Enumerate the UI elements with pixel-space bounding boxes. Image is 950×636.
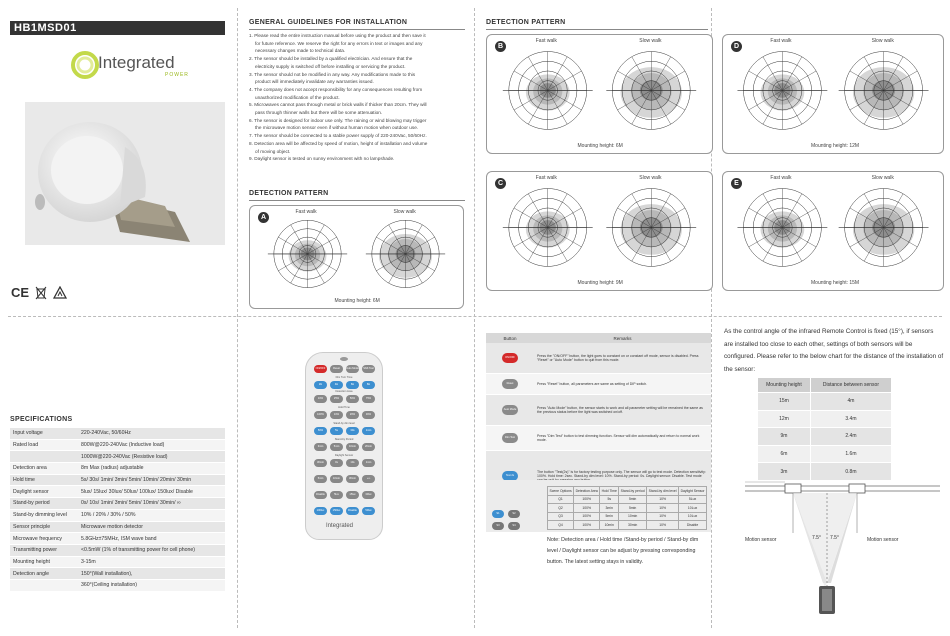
ir-emitter-icon [340, 357, 348, 361]
specs-table [10, 428, 225, 592]
remote-key[interactable]: 25% [330, 395, 343, 403]
spec-row [10, 579, 225, 591]
scene-cell: 10% [647, 521, 679, 530]
remote-key[interactable]: 20% [346, 411, 359, 419]
spec-key: Hold time [10, 474, 78, 486]
pattern-id-badge: A [258, 212, 269, 223]
remote-button[interactable]: Auto Mode [502, 405, 518, 415]
spec-key: Input voltage [10, 428, 78, 439]
spec-row [10, 474, 225, 486]
remote-key[interactable]: 1min [362, 427, 375, 435]
remark-text: The button "Test(2s)" is for factory testing purpose only. The sensor will go to test mode. Detection sensitivity: 100%. Hold time: 2sec. Stand-by dim level: 10%. Stand-by period: 0s. Daylight sensor: Disable. Test mode [534, 451, 711, 502]
col-remarks: Remarks [534, 333, 711, 343]
angle-label-right: 7.5° [830, 535, 839, 541]
scene-cell: Q1 [548, 495, 574, 504]
spec-value: 5s/ 30s/ 1min/ 3min/ 5min/ 10min/ 20min/ 30min [78, 474, 225, 486]
col-distance: Distance between sensor [810, 378, 891, 393]
guideline-line: 6. The sensor is designed for indoor use only. The raining or wind blowing may trigger [249, 117, 427, 123]
ce-mark: CE [11, 285, 30, 300]
rcm-mark-icon [53, 286, 67, 300]
weee-bin-icon [35, 286, 47, 300]
remote-section-label: Dim Turn Time [335, 376, 353, 379]
remark-button-cell [486, 426, 534, 451]
scene-button[interactable]: S4 [508, 522, 520, 530]
remote-key[interactable]: 20min [362, 443, 375, 451]
distance-height: 15m [758, 393, 811, 411]
remote-key[interactable]: 50lux [362, 507, 375, 515]
detection-panel-b [486, 34, 713, 154]
distance-intro: As the control angle of the infrared Remote Control is fixed (15°), if sensors are installed too close to each other, settings of both sensors will be configured. Please refer to the below chart for the distance of the installation of the sensor: [724, 328, 944, 373]
detection-svg [723, 35, 943, 153]
scene-cell: 3min [600, 504, 619, 513]
remote-section-label: Detection Area [335, 390, 353, 393]
detection-svg [487, 35, 712, 153]
scene-cell: 10min [619, 512, 647, 521]
slow-walk-label: Slow walk [871, 38, 894, 44]
remote-key[interactable]: +∞ [362, 475, 375, 483]
remote-key[interactable]: ON/OFF [314, 365, 327, 373]
spec-key: Microwave frequency [10, 533, 78, 545]
distance-value: 3.4m [810, 410, 891, 428]
model-title: HB1MSD01 [10, 21, 225, 35]
remote-section-label: Daylight Sensor [334, 454, 354, 457]
button-remarks-table [486, 333, 711, 502]
spec-value: 5.8GHz±75MHz, ISM wave band [78, 533, 225, 545]
polar-diagram [737, 52, 827, 130]
spec-row [10, 568, 225, 580]
polar-diagram [366, 220, 445, 287]
spec-key [10, 451, 78, 463]
scene-cell: 10% [647, 504, 679, 513]
remote-key[interactable]: 10min [330, 475, 343, 483]
remote-key[interactable]: 5min [314, 475, 327, 483]
scene-cell: 10% [647, 495, 679, 504]
spec-value: 0s/ 10s/ 1min/ 3min/ 5min/ 10min/ 30min/ ∞ [78, 498, 225, 510]
remote-key[interactable]: 1min [362, 459, 375, 467]
guideline-line: 3. The sensor should not be modified in any way. Any modifications made to this [249, 71, 416, 77]
spec-row [10, 486, 225, 498]
remote-key[interactable]: 8H [362, 381, 375, 389]
guideline-line: product will immediately invalidate any warranties issued. [255, 79, 374, 85]
scene-cell: 100% [574, 495, 600, 504]
remote-key[interactable]: 100% [314, 411, 327, 419]
scene-cell: 5Lux [679, 495, 707, 504]
remark-button-cell [486, 374, 534, 395]
slow-walk-label: Slow walk [393, 209, 416, 215]
scene-header: Detection Area [574, 487, 600, 496]
guideline-line: 9. Daylight sensor is tested on sunny environment with no lampshade. [249, 156, 395, 162]
detection-title-b: DETECTION PATTERN [486, 19, 566, 26]
guideline-line: 2. The sensor should be installed by a qualified electrician. And ensure that the [249, 56, 413, 62]
distance-value: 1.6m [810, 445, 891, 463]
logo-subtext: POWER [165, 72, 189, 78]
scene-cell: Disable [679, 521, 707, 530]
guidelines-title: GENERAL GUIDELINES FOR INSTALLATION [249, 19, 408, 26]
remote-key[interactable]: 10s [346, 459, 359, 467]
guideline-line: unauthorized modification of the product. [255, 94, 340, 100]
scene-table [547, 486, 707, 530]
polar-diagram [503, 52, 593, 130]
spec-key: Detection angle [10, 568, 78, 580]
scene-cell: Q2 [548, 504, 574, 513]
scene-cell: 30min [619, 521, 647, 530]
remote-key[interactable]: 30lux [362, 491, 375, 499]
distance-value: 2.4m [810, 428, 891, 446]
detection-svg [723, 172, 943, 290]
scene-header: Scene Options [548, 487, 574, 496]
guideline-line: for future reference. We reserve the right for any errors in text or images and any [255, 40, 423, 46]
mounting-height-caption: Mounting height: 6M [577, 143, 623, 149]
col-button: Button [486, 333, 534, 343]
scene-note: Note: Detection area / Hold time /Stand-by period / Stand-by dim level / Daylight sensor can be adjust by pressing corresponding button. The latest setting stays in validity. [547, 537, 699, 566]
polar-diagram [839, 52, 929, 130]
remote-key[interactable]: 30min [314, 459, 327, 467]
scene-cell: 10min [600, 521, 619, 530]
remote-button[interactable]: Test 2s [502, 471, 518, 481]
angle-label-left: 7.5° [812, 535, 821, 541]
spec-value: 5lux/ 15lux/ 30lux/ 50lux/ 100lux/ 150lux/ Disable [78, 486, 225, 498]
remote-key[interactable]: 6H [346, 381, 359, 389]
spec-row [10, 463, 225, 475]
remark-button-cell [486, 395, 534, 426]
remote-key[interactable]: 50% [346, 395, 359, 403]
polar-diagram [606, 52, 696, 130]
polar-diagram [839, 189, 929, 267]
logo-ring-icon [70, 50, 100, 80]
distance-row [758, 428, 892, 446]
spec-value: 360°(Ceiling installation) [78, 579, 225, 591]
spec-value: 10% / 20% / 30% / 50% [78, 509, 225, 521]
guideline-line: pass through thinner walls but there will be some attenuation. [255, 110, 383, 116]
mounting-height-caption: Mounting height: 6M [334, 298, 380, 304]
remote-key[interactable]: 75% [362, 395, 375, 403]
guideline-line: 4. The company does not accept responsibility for any consequences resulting from [249, 86, 423, 92]
scene-row [548, 495, 707, 504]
spec-key: Detection area [10, 463, 78, 475]
product-photo [25, 102, 225, 245]
polar-diagram [503, 189, 593, 267]
col-mounting-height: Mounting height [758, 378, 811, 393]
remote-key[interactable]: Auto Mode [346, 365, 359, 373]
remote-key[interactable]: 10% [314, 395, 327, 403]
detection-title-a: DETECTION PATTERN [249, 190, 329, 197]
mounting-height-caption: Mounting height: 15M [811, 280, 860, 286]
fast-walk-label: Fast walk [535, 175, 557, 181]
distance-height: 6m [758, 445, 811, 463]
spec-key: Transmitting power [10, 544, 78, 556]
guideline-line: electricity supply is switched off before installing or servicing the product. [255, 63, 406, 69]
pattern-id-badge: C [495, 178, 506, 189]
scene-cell: 5s [600, 495, 619, 504]
spec-row [10, 544, 225, 556]
brand-logo [70, 50, 200, 80]
detection-panel-d [722, 34, 944, 154]
remote-key[interactable]: Reset [330, 365, 343, 373]
distance-height: 3m [758, 463, 811, 481]
pattern-id-badge: E [731, 178, 742, 189]
detection-panel-e [722, 171, 944, 291]
remote-button[interactable]: Dim Test [502, 433, 518, 443]
scene-cell: 100% [574, 521, 600, 530]
sensor-label-left: Motion sensor [745, 537, 777, 543]
remote-key[interactable]: 0s [330, 459, 343, 467]
remark-row [486, 343, 711, 374]
spec-row [10, 428, 225, 439]
spec-value: Microwave motion detector [78, 521, 225, 533]
scene-cell: Q4 [548, 521, 574, 530]
scene-header: Hold Time [600, 487, 619, 496]
scene-row [548, 504, 707, 513]
detection-panel-c [486, 171, 713, 291]
specs-title: SPECIFICATIONS [10, 416, 73, 423]
spec-value: 800W@220-240Vac (Inductive load) [78, 439, 225, 451]
slow-walk-label: Slow walk [871, 175, 894, 181]
spec-row [10, 521, 225, 533]
remote-section-label: Hold Time [338, 406, 350, 409]
guidelines-list [249, 32, 469, 163]
remote-key[interactable]: 2H [314, 381, 327, 389]
scene-cell: 5min [619, 504, 647, 513]
scene-row [548, 521, 707, 530]
remark-row [486, 395, 711, 426]
spec-row [10, 556, 225, 568]
remote-button[interactable]: Reset [502, 379, 518, 389]
polar-diagram [268, 220, 347, 287]
guideline-line: 5. Microwaves cannot pass through metal or brick walls if thicker than 20cm. They will [249, 102, 427, 108]
distance-table [757, 377, 892, 481]
scene-button[interactable]: S3 [492, 522, 504, 530]
distance-value: 0.8m [810, 463, 891, 481]
remote-key[interactable]: 10min [346, 443, 359, 451]
slow-walk-label: Slow walk [639, 38, 662, 44]
remote-logo: Integrated [326, 523, 354, 529]
remote-key[interactable]: 30min [346, 475, 359, 483]
slow-walk-label: Slow walk [639, 175, 662, 181]
cert-marks [11, 286, 81, 300]
detection-svg [250, 206, 463, 308]
spec-value: 3-15m [78, 556, 225, 568]
remote-key[interactable]: 5min [330, 443, 343, 451]
remote-key[interactable]: Disable [346, 507, 359, 515]
pattern-id-badge: D [731, 41, 742, 52]
remote-key[interactable]: 15lux [346, 491, 359, 499]
remark-button-cell [486, 343, 534, 374]
scene-header: Daylight Sensor [679, 487, 707, 496]
scene-cell: 5min [600, 512, 619, 521]
remote-key[interactable]: 5s [330, 427, 343, 435]
remote-control [305, 352, 383, 540]
scene-header-row [548, 487, 707, 496]
spec-value: 150°(Wall installation), [78, 568, 225, 580]
scene-buttons [492, 510, 532, 534]
spec-row [10, 533, 225, 545]
guideline-line: of moving object. [255, 148, 291, 154]
scene-cell: 10Lux [679, 512, 707, 521]
scene-cell: Q3 [548, 512, 574, 521]
guideline-line: the microwave motion sensor even if without human motion when outdoor use. [255, 125, 419, 131]
detection-panel-a [249, 205, 464, 309]
distance-row [758, 445, 892, 463]
logo-text: Integrated [98, 53, 175, 72]
scene-button[interactable]: S2 [508, 510, 520, 518]
scene-cell: 100% [574, 504, 600, 513]
remote-key[interactable]: 100lux [314, 507, 327, 515]
spec-key: Sensor principle [10, 521, 78, 533]
remote-key[interactable]: 3min [314, 443, 327, 451]
spec-row [10, 451, 225, 463]
fast-walk-label: Fast walk [770, 175, 792, 181]
spec-key: Stand-by dimming level [10, 509, 78, 521]
scene-cell: 10Lux [679, 504, 707, 513]
remote-section-label: Stand-by Period [334, 438, 354, 441]
remote-key[interactable]: Disable [314, 491, 327, 499]
remote-key[interactable]: 5lux [330, 491, 343, 499]
distance-value: 4m [810, 393, 891, 411]
spec-row [10, 498, 225, 510]
spec-value: 220-240Vac, 50/60Hz [78, 428, 225, 439]
remote-section-label: Stand-by dim level [333, 422, 355, 425]
remark-text: Press "Auto Mode" button, the sensor starts to work and all parameter setting will be remained the same as the previous status before the light was switched on/off. [534, 395, 711, 426]
pattern-id-badge: B [495, 41, 506, 52]
remark-text: Press "Reset" button, all parameters are same as setting of DIP switch. [534, 374, 711, 395]
spec-value: <0.5mW (1% of transmitting power for cell phone) [78, 544, 225, 556]
guideline-line: 1. Please read the entire instruction manual before using the product and then save it [249, 33, 426, 38]
remote-key[interactable]: 150lux [330, 507, 343, 515]
remote-key[interactable]: 30% [362, 411, 375, 419]
scene-header: Stand-by dim level [647, 487, 679, 496]
polar-diagram [606, 189, 696, 267]
remark-row [486, 426, 711, 451]
remote-key[interactable]: 10% [330, 411, 343, 419]
guideline-line: necessary changes made to technical data. [255, 48, 346, 54]
mounting-height-caption: Mounting height: 9M [577, 280, 623, 286]
remote-key[interactable]: 4H [330, 381, 343, 389]
guideline-line: 8. Detection area will be affected by speed of motion, height of installation and volume [249, 140, 428, 146]
guideline-line: 7. The sensor should be connected to a stable power supply of 220-240Vac, 50/60Hz. [249, 133, 427, 139]
scene-cell: 100% [574, 512, 600, 521]
distance-height: 9m [758, 428, 811, 446]
spec-key: Stand-by period [10, 498, 78, 510]
detection-svg [487, 172, 712, 290]
fast-walk-label: Fast walk [535, 38, 557, 44]
scene-header: Stand-by period [619, 487, 647, 496]
polar-diagram [737, 189, 827, 267]
installation-diagram [745, 478, 940, 628]
fast-walk-label: Fast walk [295, 209, 317, 215]
scene-button[interactable]: S1 [492, 510, 504, 518]
scene-row [548, 512, 707, 521]
spec-key: Mounting height [10, 556, 78, 568]
spec-value: 1000W@220-240Vac (Resistive load) [78, 451, 225, 463]
remark-text: Press "Dim Test" button to test dimming function. Sensor will dim automatically and return to normal work mode. [534, 426, 711, 451]
remote-button[interactable]: ON/OFF [502, 353, 518, 363]
remote-key[interactable]: 30s [346, 427, 359, 435]
distance-row [758, 393, 892, 411]
scene-cell: 10% [647, 512, 679, 521]
scene-cell: 5min [619, 495, 647, 504]
spec-key [10, 579, 78, 591]
spec-key: Rated load [10, 439, 78, 451]
sensor-label-right: Motion sensor [867, 537, 899, 543]
remark-row [486, 374, 711, 395]
spec-key: Daylight sensor [10, 486, 78, 498]
spec-value: 8m Max (radius) adjustable [78, 463, 225, 475]
spec-row [10, 509, 225, 521]
distance-row [758, 410, 892, 428]
remote-key[interactable]: Shift Test [362, 365, 375, 373]
spec-row [10, 439, 225, 451]
mounting-height-caption: Mounting height: 12M [811, 143, 860, 149]
remote-key[interactable]: 50% [314, 427, 327, 435]
distance-height: 12m [758, 410, 811, 428]
fast-walk-label: Fast walk [770, 38, 792, 44]
remark-text: Press the "ON/OFF" button, the light goes to constant on or constant off mode, sensor is disabled. Press "Reset" or "Auto Mode" button to quit from this mode. [534, 343, 711, 374]
